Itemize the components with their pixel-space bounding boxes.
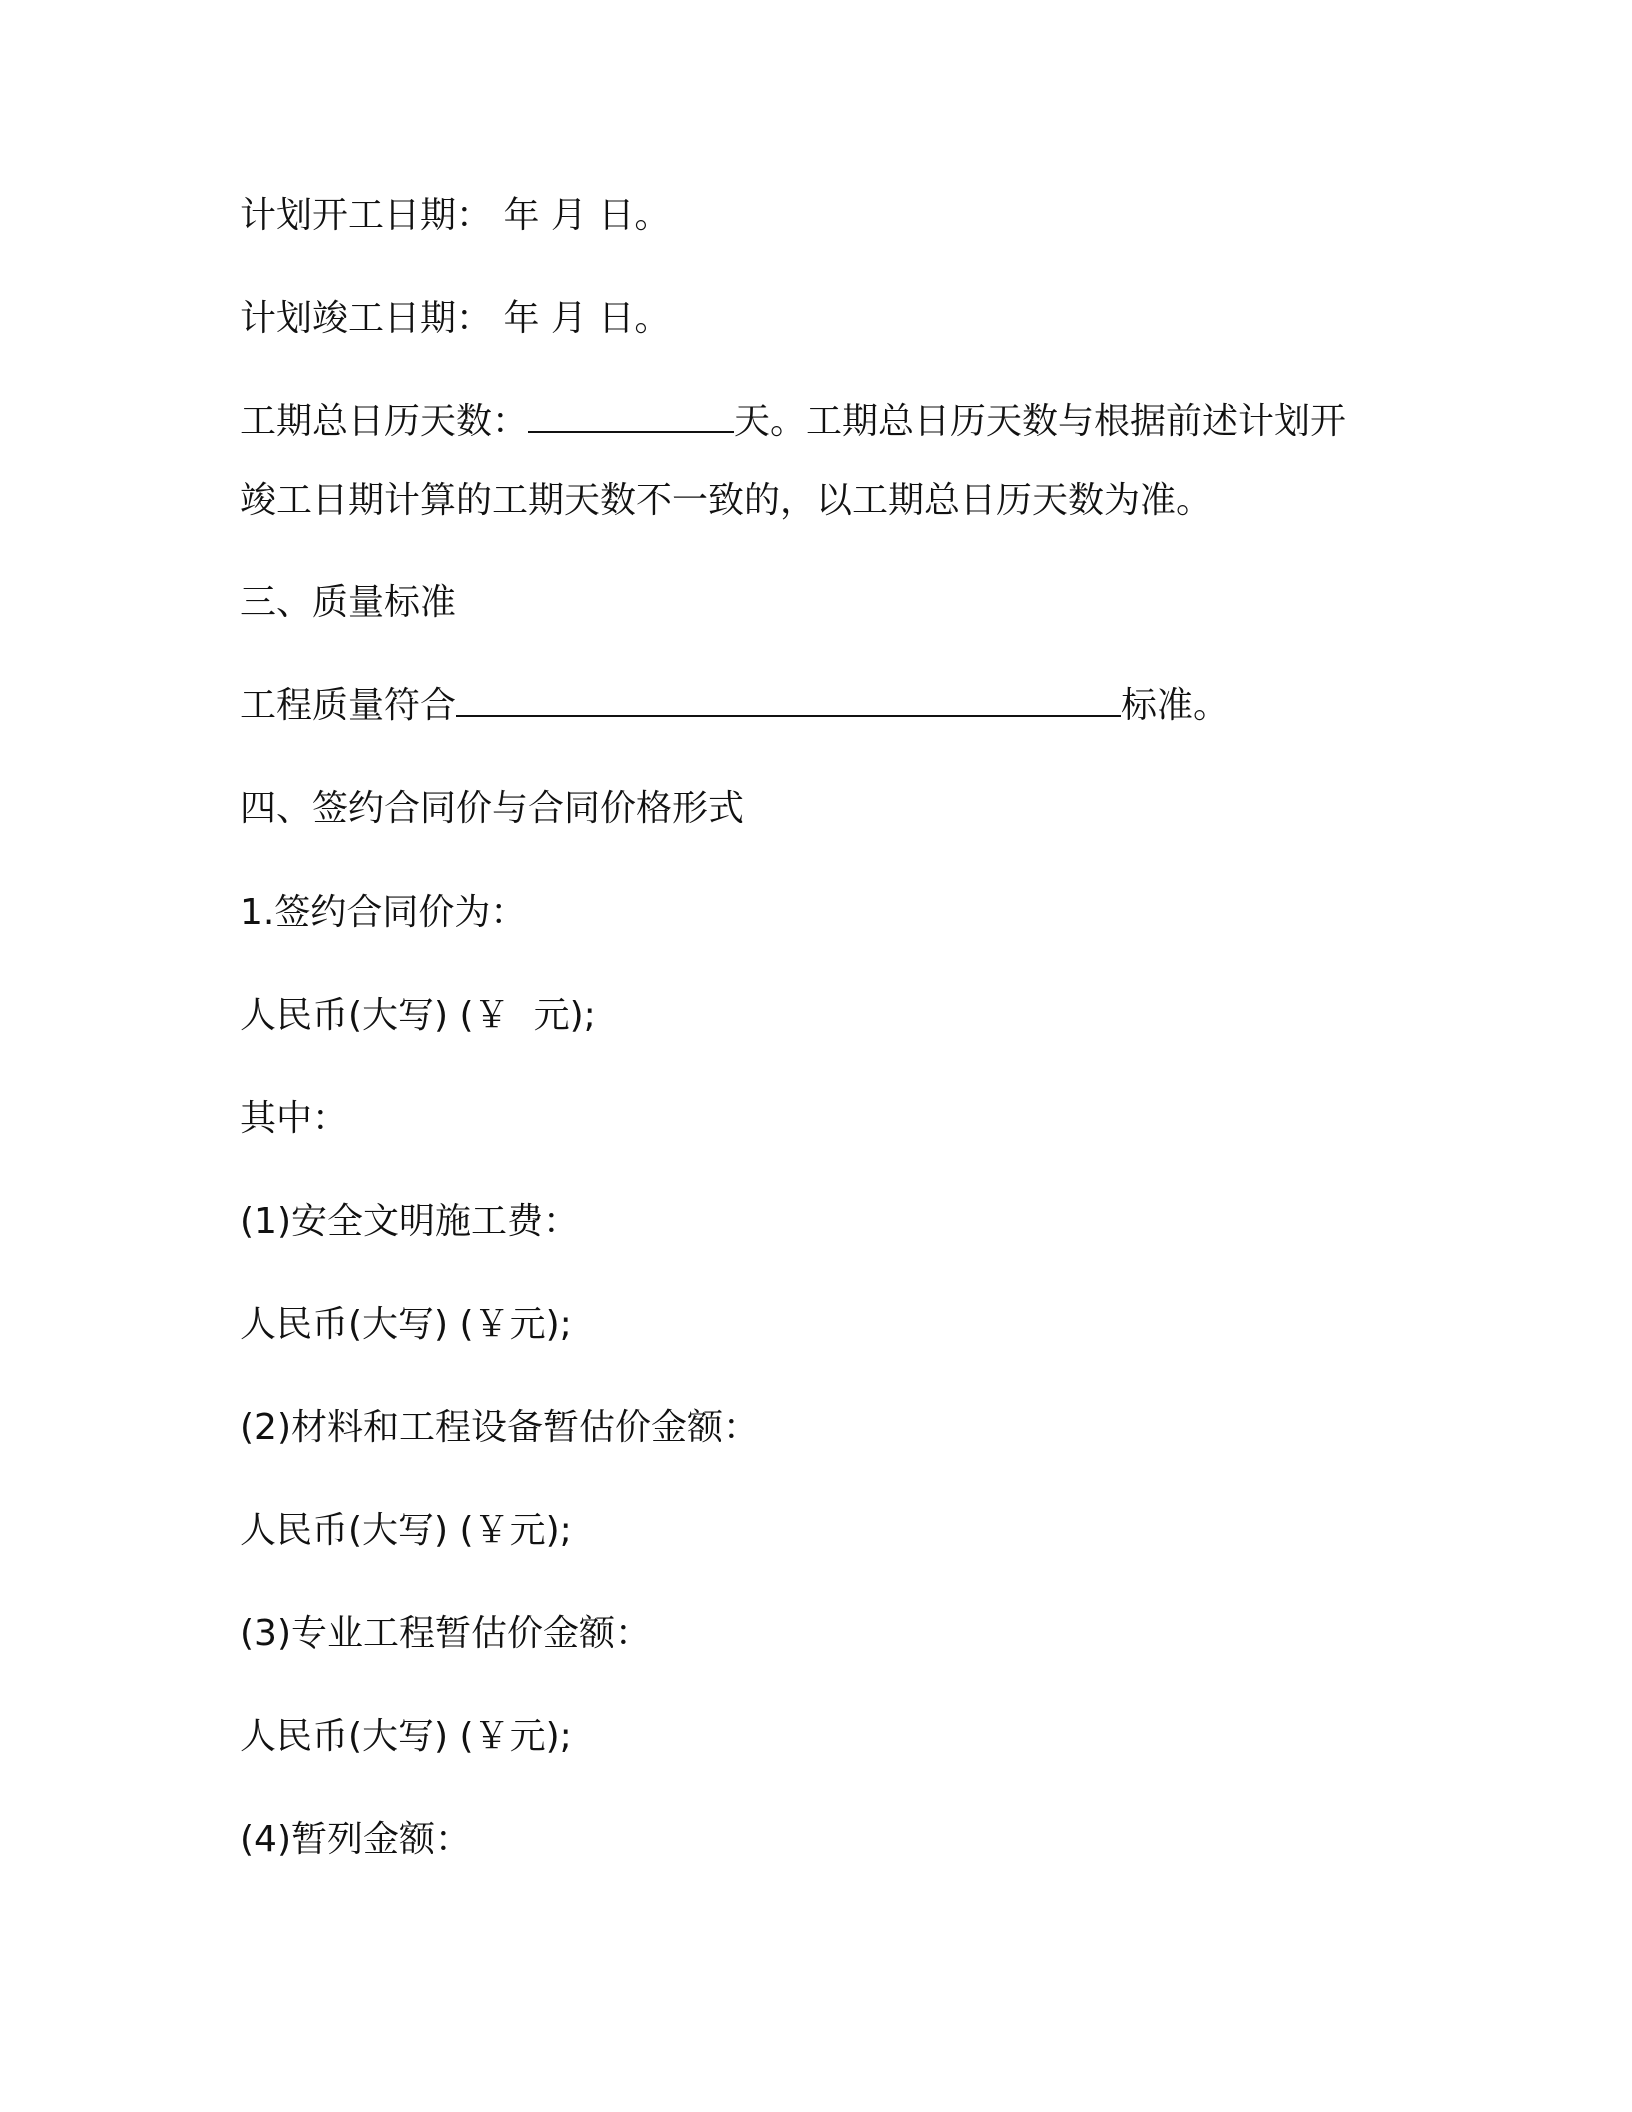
planned-finish-date: 计划竣工日期： 年 月 日。 xyxy=(240,298,671,339)
total-days-prefix: 工期总日历天数： xyxy=(240,401,529,442)
total-days-suffix: 天。工期总日历天数与根据前述计划开 xyxy=(734,401,1347,442)
rmb-main-prefix: 人民币(大写) (￥ xyxy=(240,995,510,1036)
section-3-title: 三、质量标准 xyxy=(240,582,457,623)
rmb-line-1: 人民币(大写) (￥元); xyxy=(240,1304,572,1345)
quality-suffix: 标准。 xyxy=(1121,685,1230,726)
quality-blank xyxy=(456,683,1121,717)
sub-item-2: (2)材料和工程设备暂估价金额： xyxy=(240,1407,759,1448)
sub-item-3: (3)专业工程暂估价金额： xyxy=(240,1613,651,1654)
rmb-line-2: 人民币(大写) (￥元); xyxy=(240,1510,572,1551)
rmb-line-3: 人民币(大写) (￥元); xyxy=(240,1716,572,1757)
total-days-blank xyxy=(528,399,734,433)
planned-start-date: 计划开工日期： 年 月 日。 xyxy=(240,195,671,236)
rmb-line-main xyxy=(240,992,596,1040)
sub-item-4: (4)暂列金额： xyxy=(240,1819,471,1860)
price-item-1: 1.签约合同价为： xyxy=(240,892,527,933)
total-days-line xyxy=(240,398,1346,446)
total-days-line2: 竣工日期计算的工期天数不一致的，以工期总日历天数为准。 xyxy=(240,480,1213,521)
section-4-title: 四、签约合同价与合同价格形式 xyxy=(240,788,745,829)
sub-item-1: (1)安全文明施工费： xyxy=(240,1201,579,1242)
quality-prefix: 工程质量符合 xyxy=(240,685,457,726)
quality-standard-line xyxy=(240,682,1229,730)
among-label: 其中： xyxy=(240,1098,349,1139)
rmb-main-suffix: 元); xyxy=(533,995,596,1036)
